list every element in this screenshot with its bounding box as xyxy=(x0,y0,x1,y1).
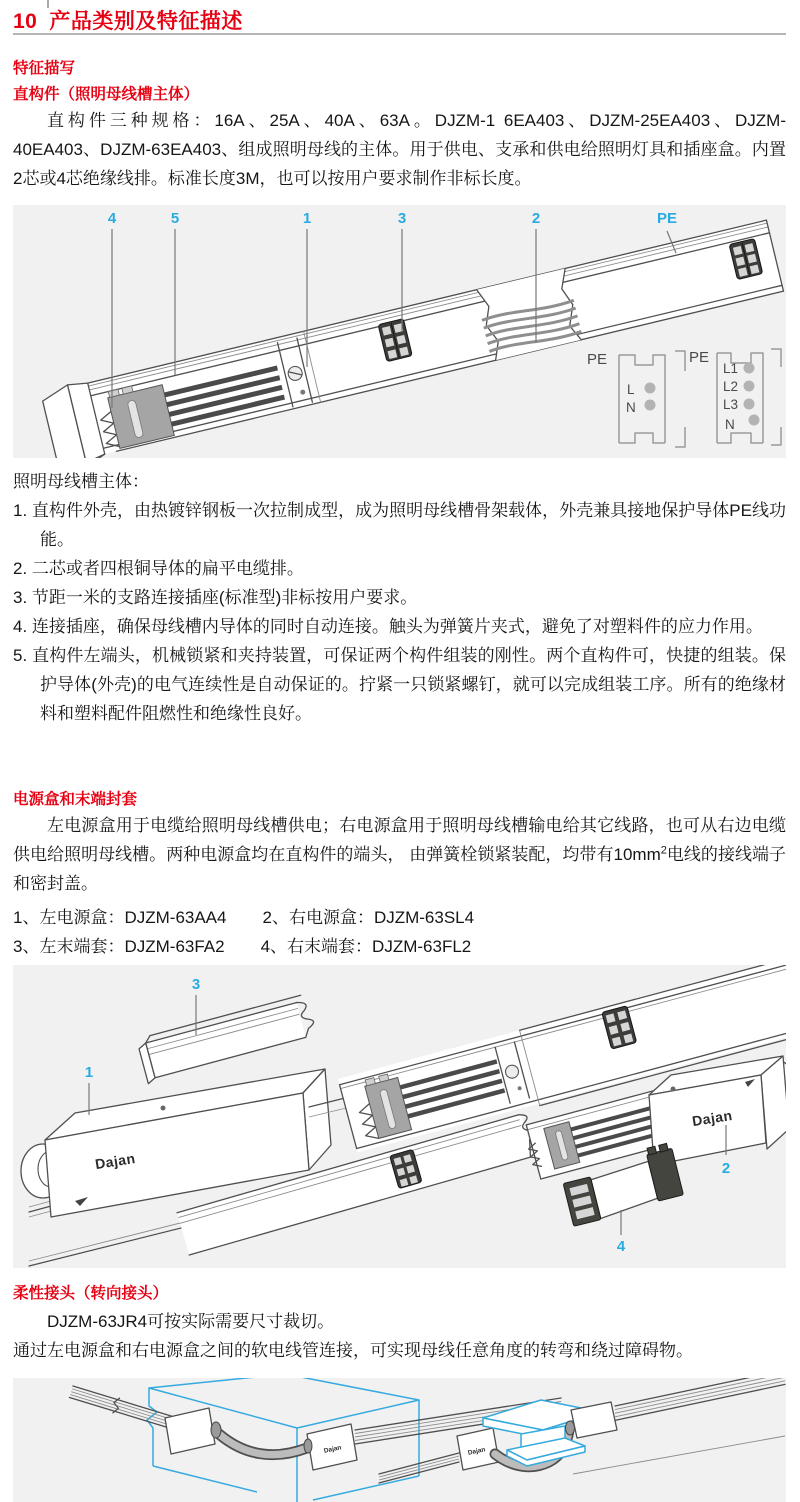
gland-fitting xyxy=(304,1439,312,1453)
heading-power-box: 电源盒和末端封套 xyxy=(13,791,138,808)
svg-text:2: 2 xyxy=(721,1160,731,1177)
model-left-end-cap: 3、左末端套：DJZM-63FA2 xyxy=(13,937,225,956)
feature-list xyxy=(13,467,786,728)
svg-text:L1: L1 xyxy=(723,361,739,376)
heading-feature: 特征描写 xyxy=(13,60,76,77)
heading-flex-joint: 柔性接头（转向接头） xyxy=(13,1285,169,1302)
chapter-title: 产品类别及特征描述 xyxy=(49,10,243,33)
profile-4core xyxy=(689,349,781,445)
baseline-strip xyxy=(573,1436,785,1474)
svg-text:L2: L2 xyxy=(723,379,739,394)
heading-straight-element: 直构件（照明母线槽主体） xyxy=(13,86,200,103)
straight-element-paragraph: 直构件三种规格：16A、25A、40A、63A。DJZM-1 6EA403、DJZM-25EA403、DJZM-40EA403、DJZM-63EA403、组成照明母线的主体。用于供电、支承和供电给照明灯具和插座盒。内置2芯或4芯绝缘线排。标准长度3M，也可以按用户要求制作非标长度。 xyxy=(13,111,786,188)
model-left-power-box: 1、左电源盒：DJZM-63AA4 xyxy=(13,908,227,927)
power-box-paragraph: 左电源盒用于电缆给照明母线槽供电；右电源盒用于照明母线槽输电给其它线路，也可从右边电缆供电给照明母线槽。两种电源盒均在直构件的端头， 由弹簧栓锁紧装配，均带有$10mm^2$电线的接线端子和密封盖。 xyxy=(13,816,787,893)
svg-text:1: 1 xyxy=(84,1064,94,1081)
svg-text:4: 4 xyxy=(107,210,117,227)
busway-diagram-panel xyxy=(13,205,786,458)
outgoing-busway xyxy=(615,1378,785,1420)
model-list xyxy=(13,903,786,961)
feature-list-title: 照明母线槽主体： xyxy=(13,472,149,491)
chapter-number: 10 xyxy=(13,10,38,33)
power-box-diagram-panel xyxy=(13,965,786,1268)
svg-text:N: N xyxy=(725,417,735,432)
busway-illustration xyxy=(13,205,786,458)
list-item: 2. 二芯或者四根铜导体的扁平电缆排。 xyxy=(13,559,304,578)
busway-body xyxy=(40,217,785,458)
list-item: 1. 直构件外壳，由热镀锌钢板一次拉制成型，成为照明母线槽骨架载体，外壳兼具接地保护导体PE线功能。 xyxy=(13,501,786,549)
model-right-power-box: 2、右电源盒：DJZM-63SL4 xyxy=(262,908,475,927)
model-right-end-cap: 4、右末端套：DJZM-63FL2 xyxy=(260,937,472,956)
list-item: 4. 连接插座，确保母线槽内导体的同时自动连接。触头为弹簧片夹式，避免了对塑料件的应力作用。 xyxy=(13,617,763,636)
power-box-illustration xyxy=(13,965,786,1268)
brand-logo: Dajan xyxy=(467,1446,487,1457)
svg-text:N: N xyxy=(626,400,636,415)
flex-joint-line2: 通过左电源盒和右电源盒之间的软电线管连接，可实现母线任意角度的转弯和绕过障碍物。 xyxy=(13,1341,693,1360)
svg-text:2: 2 xyxy=(531,210,541,227)
svg-text:1: 1 xyxy=(302,210,312,227)
flex-joint-line1: DJZM-63JR4可按实际需要尺寸裁切。 xyxy=(47,1312,335,1331)
brand-logo: Dajan xyxy=(690,1106,734,1130)
svg-text:PE: PE xyxy=(656,210,678,227)
flex-joint-illustration xyxy=(13,1378,786,1502)
svg-text:3: 3 xyxy=(191,976,201,993)
callout-4 xyxy=(617,1210,626,1255)
svg-text:L: L xyxy=(627,382,635,397)
svg-text:PE: PE xyxy=(689,349,710,366)
flex-joint-diagram-panel xyxy=(13,1378,786,1502)
svg-text:L3: L3 xyxy=(723,397,739,412)
svg-text:3: 3 xyxy=(397,210,407,227)
callout-3 xyxy=(192,976,200,1035)
title-divider xyxy=(13,33,786,35)
profile-2core xyxy=(587,351,685,447)
gland-fitting xyxy=(211,1422,221,1438)
callout-5 xyxy=(171,210,179,375)
brand-logo: Dajan xyxy=(323,1444,343,1455)
svg-text:5: 5 xyxy=(170,210,180,227)
callout-1 xyxy=(85,1064,93,1115)
page-title xyxy=(13,5,243,35)
list-item: 3. 节距一米的支路连接插座(标准型)非标按用户要求。 xyxy=(13,588,418,607)
end-cover xyxy=(136,994,317,1084)
svg-text:PE: PE xyxy=(587,351,608,368)
list-item: 5. 直构件左端头，机械锁紧和夹持装置，可保证两个构件组装的刚性。两个直构件可，快捷的组装。保护导体(外壳)的电气连续性是自动保证的。拧紧一只锁紧螺钉，就可以完成组装工序。所有的绝缘材料和塑料配件阻燃性和绝缘性良好。 xyxy=(13,646,787,723)
connector-box xyxy=(165,1408,215,1454)
superscript: 2 xyxy=(660,844,667,857)
brand-logo: Dajan xyxy=(93,1149,137,1173)
svg-text:4: 4 xyxy=(616,1238,626,1255)
